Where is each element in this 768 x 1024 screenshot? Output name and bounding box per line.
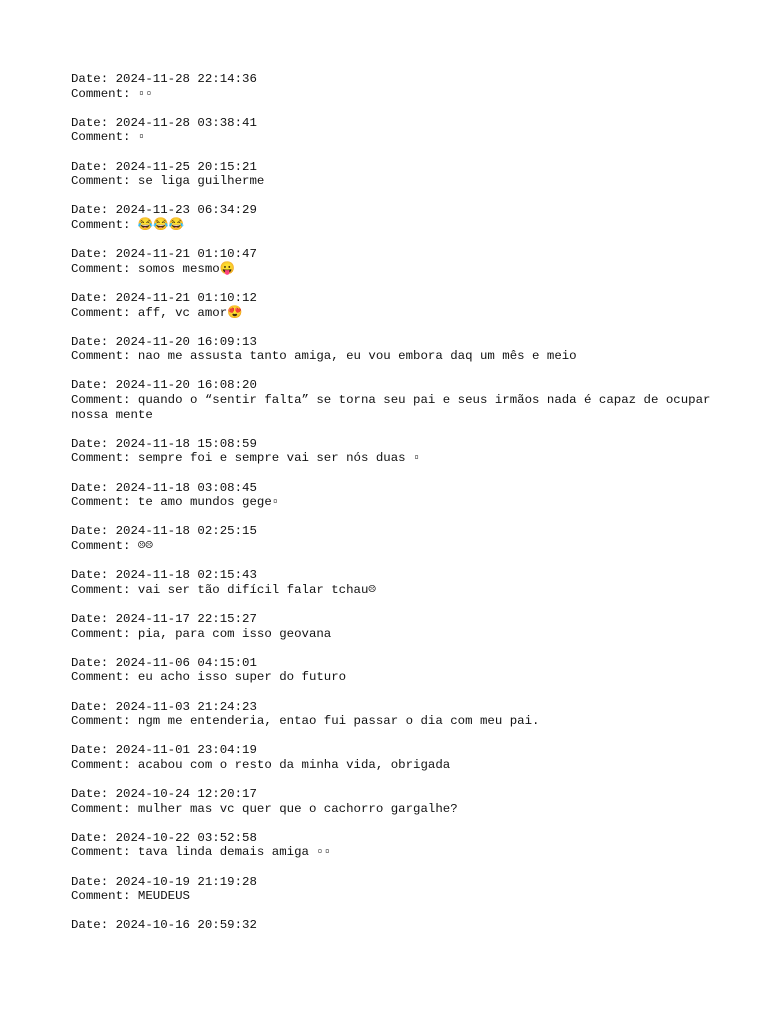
entry-date: Date: 2024-11-28 03:38:41: [71, 115, 257, 130]
log-entry: [71, 568, 751, 597]
log-entry: [71, 481, 751, 510]
log-entry: [71, 247, 751, 276]
log-entry: [71, 335, 751, 364]
entry-comment: Comment: sempre foi e sempre vai ser nós duas ▫: [71, 451, 421, 466]
entry-date: Date: 2024-11-03 21:24:23: [71, 699, 257, 714]
entry-date: Date: 2024-11-18 02:25:15: [71, 524, 257, 539]
log-entry: [71, 524, 751, 553]
log-entry: [71, 378, 751, 422]
entry-comment: Comment: 😂😂😂: [71, 217, 185, 232]
entry-comment: Comment: nao me assusta tanto amiga, eu vou embora daq um mês e meio: [71, 349, 577, 364]
log-entry: [71, 743, 751, 772]
entry-comment: Comment: eu acho isso super do futuro: [71, 670, 347, 685]
entry-date: Date: 2024-11-18 15:08:59: [71, 436, 257, 451]
entry-comment: Comment: tava linda demais amiga ▫▫: [71, 845, 332, 860]
entry-date: Date: 2024-11-21 01:10:12: [71, 290, 257, 305]
entry-date: Date: 2024-10-24 12:20:17: [71, 787, 257, 802]
entry-date: Date: 2024-11-17 22:15:27: [71, 611, 257, 626]
entry-comment: Comment: acabou com o resto da minha vida, obrigada: [71, 757, 451, 772]
entry-date: Date: 2024-11-18 02:15:43: [71, 568, 257, 583]
log-entry: [71, 437, 751, 466]
entry-date: Date: 2024-10-22 03:52:58: [71, 830, 257, 845]
log-entry: [71, 656, 751, 685]
entry-date: Date: 2024-11-20 16:09:13: [71, 334, 257, 349]
entry-date: Date: 2024-10-16 20:59:32: [71, 918, 257, 933]
entry-comment: Comment: aff, vc amor😍: [71, 305, 243, 320]
entry-comment: Comment: ngm me entenderia, entao fui passar o dia com meu pai.: [71, 714, 540, 729]
entry-comment: Comment: te amo mundos gege▫: [71, 495, 280, 510]
log-entry: [71, 875, 751, 904]
entry-date: Date: 2024-11-20 16:08:20: [71, 378, 257, 393]
entry-comment: Comment: MEUDEUS: [71, 889, 190, 904]
log-entry: [71, 203, 751, 232]
entry-date: Date: 2024-10-19 21:19:28: [71, 874, 257, 889]
entry-date: Date: 2024-11-21 01:10:47: [71, 247, 257, 262]
entry-comment: Comment: ☹☹: [71, 539, 153, 553]
log-entry: [71, 160, 751, 189]
log-entry: [71, 72, 751, 101]
entry-comment: Comment: vai ser tão difícil falar tchau☹: [71, 582, 376, 597]
entry-date: Date: 2024-11-06 04:15:01: [71, 655, 257, 670]
entry-date: Date: 2024-11-28 22:14:36: [71, 72, 257, 86]
log-entry: [71, 831, 751, 860]
entry-comment: Comment: ▫: [71, 130, 146, 145]
entry-comment: Comment: somos mesmo😛: [71, 261, 236, 276]
entry-comment: Comment: quando o “sentir falta” se torna seu pai e seus irmãos nada é capaz de ocupar nossa mente: [71, 393, 718, 422]
entry-date: Date: 2024-11-25 20:15:21: [71, 159, 257, 174]
log-entry: [71, 612, 751, 641]
entry-date: Date: 2024-11-23 06:34:29: [71, 203, 257, 218]
entry-comment: Comment: ▫▫: [71, 86, 153, 101]
log-entry: [71, 787, 751, 816]
entry-comment: Comment: se liga guilherme: [71, 174, 265, 189]
log-entry: [71, 116, 751, 145]
log-entry: [71, 918, 751, 933]
entry-date: Date: 2024-11-18 03:08:45: [71, 480, 257, 495]
entry-date: Date: 2024-11-01 23:04:19: [71, 743, 257, 758]
comment-log: [71, 72, 751, 948]
log-entry: [71, 291, 751, 320]
entry-comment: Comment: pia, para com isso geovana: [71, 626, 332, 641]
entry-comment: Comment: mulher mas vc quer que o cachorro gargalhe?: [71, 801, 458, 816]
log-entry: [71, 700, 751, 729]
